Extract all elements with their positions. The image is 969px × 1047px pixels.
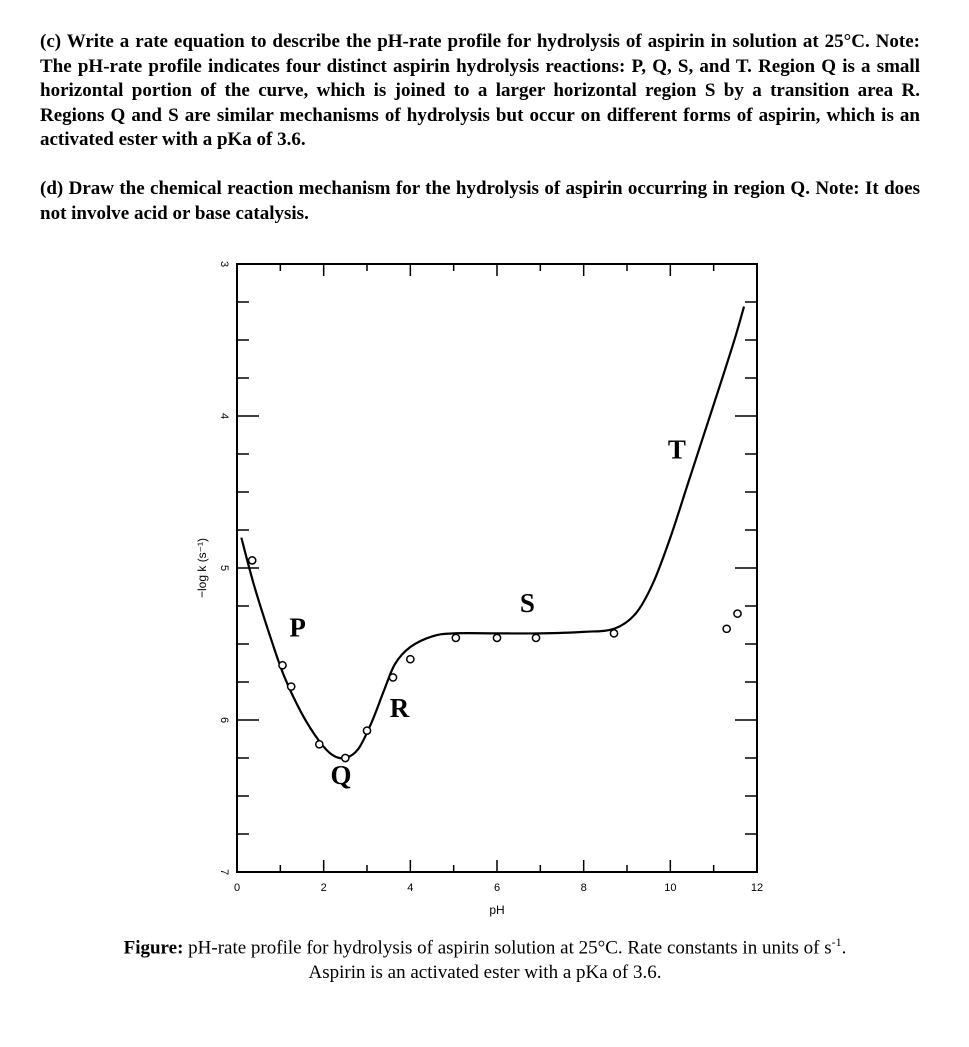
data-point	[407, 656, 414, 663]
x-axis-label: pH	[489, 903, 505, 917]
data-point	[288, 683, 295, 690]
data-point	[363, 727, 370, 734]
x-tick-label: 8	[580, 882, 587, 894]
caption-text-1: pH-rate profile for hydrolysis of aspirin solution at 25°C. Rate constants in units of s	[188, 937, 832, 959]
tick-labels	[218, 261, 763, 894]
caption-superscript: -1	[831, 935, 842, 949]
figure-caption	[60, 930, 910, 985]
y-axis-label: −log k (s⁻¹)	[195, 537, 209, 599]
y-tick-label: 3	[218, 260, 231, 268]
caption-text-1-end: .	[841, 937, 847, 959]
caption-line-2: Aspirin is an activated ester with a pKa of 3.6.	[308, 962, 662, 984]
x-tick-label: 6	[493, 882, 501, 894]
x-tick-label: 4	[407, 882, 414, 894]
y-tick-label: 7	[218, 868, 231, 876]
data-points	[249, 557, 742, 762]
region-label-p: P	[289, 612, 306, 643]
data-point	[249, 557, 256, 564]
caption-label: Figure:	[123, 937, 184, 959]
data-point	[734, 610, 741, 617]
x-tick-label: 2	[320, 882, 327, 894]
data-point	[452, 634, 459, 641]
region-label-t: T	[667, 434, 686, 465]
data-point	[389, 674, 396, 681]
region-labels	[289, 435, 685, 790]
question-c-text: (c) Write a rate equation to describe the pH-rate profile for hydrolysis of aspirin in solution at 25°C. Note: The pH-rate profile indicates four distinct aspirin hydrolysis reactions: P, Q, S, and T. Region Q is a small horizontal portion of the curve, which is joined to a larger horizontal region S by a transition area R. Regions Q and S are similar mechanisms of hydrolysis but occur on different forms of aspirin, which is an activated ester with a pKa of 3.6.	[40, 31, 920, 150]
region-label-q: Q	[330, 759, 352, 790]
region-label-s: S	[519, 588, 535, 619]
axis-ticks	[237, 264, 757, 872]
data-point	[316, 741, 323, 748]
caption-line-1	[60, 930, 910, 960]
data-point	[532, 634, 539, 641]
x-tick-label: 0	[233, 882, 241, 894]
question-d-text: (d) Draw the chemical reaction mechanism for the hydrolysis of aspirin occurring in region Q. Note: It does not involve acid or base catalysis.	[40, 178, 920, 224]
data-point	[493, 634, 500, 641]
rate-profile-curve	[241, 307, 744, 759]
plot-frame	[237, 264, 757, 872]
data-point	[610, 630, 617, 637]
y-tick-label: 6	[218, 716, 231, 724]
x-tick-label: 10	[664, 882, 677, 894]
region-label-r: R	[389, 692, 410, 723]
data-point	[723, 625, 730, 632]
y-tick-label: 5	[218, 564, 231, 572]
y-tick-label: 4	[218, 412, 231, 420]
data-point	[279, 662, 286, 669]
x-tick-label: 12	[750, 882, 764, 894]
